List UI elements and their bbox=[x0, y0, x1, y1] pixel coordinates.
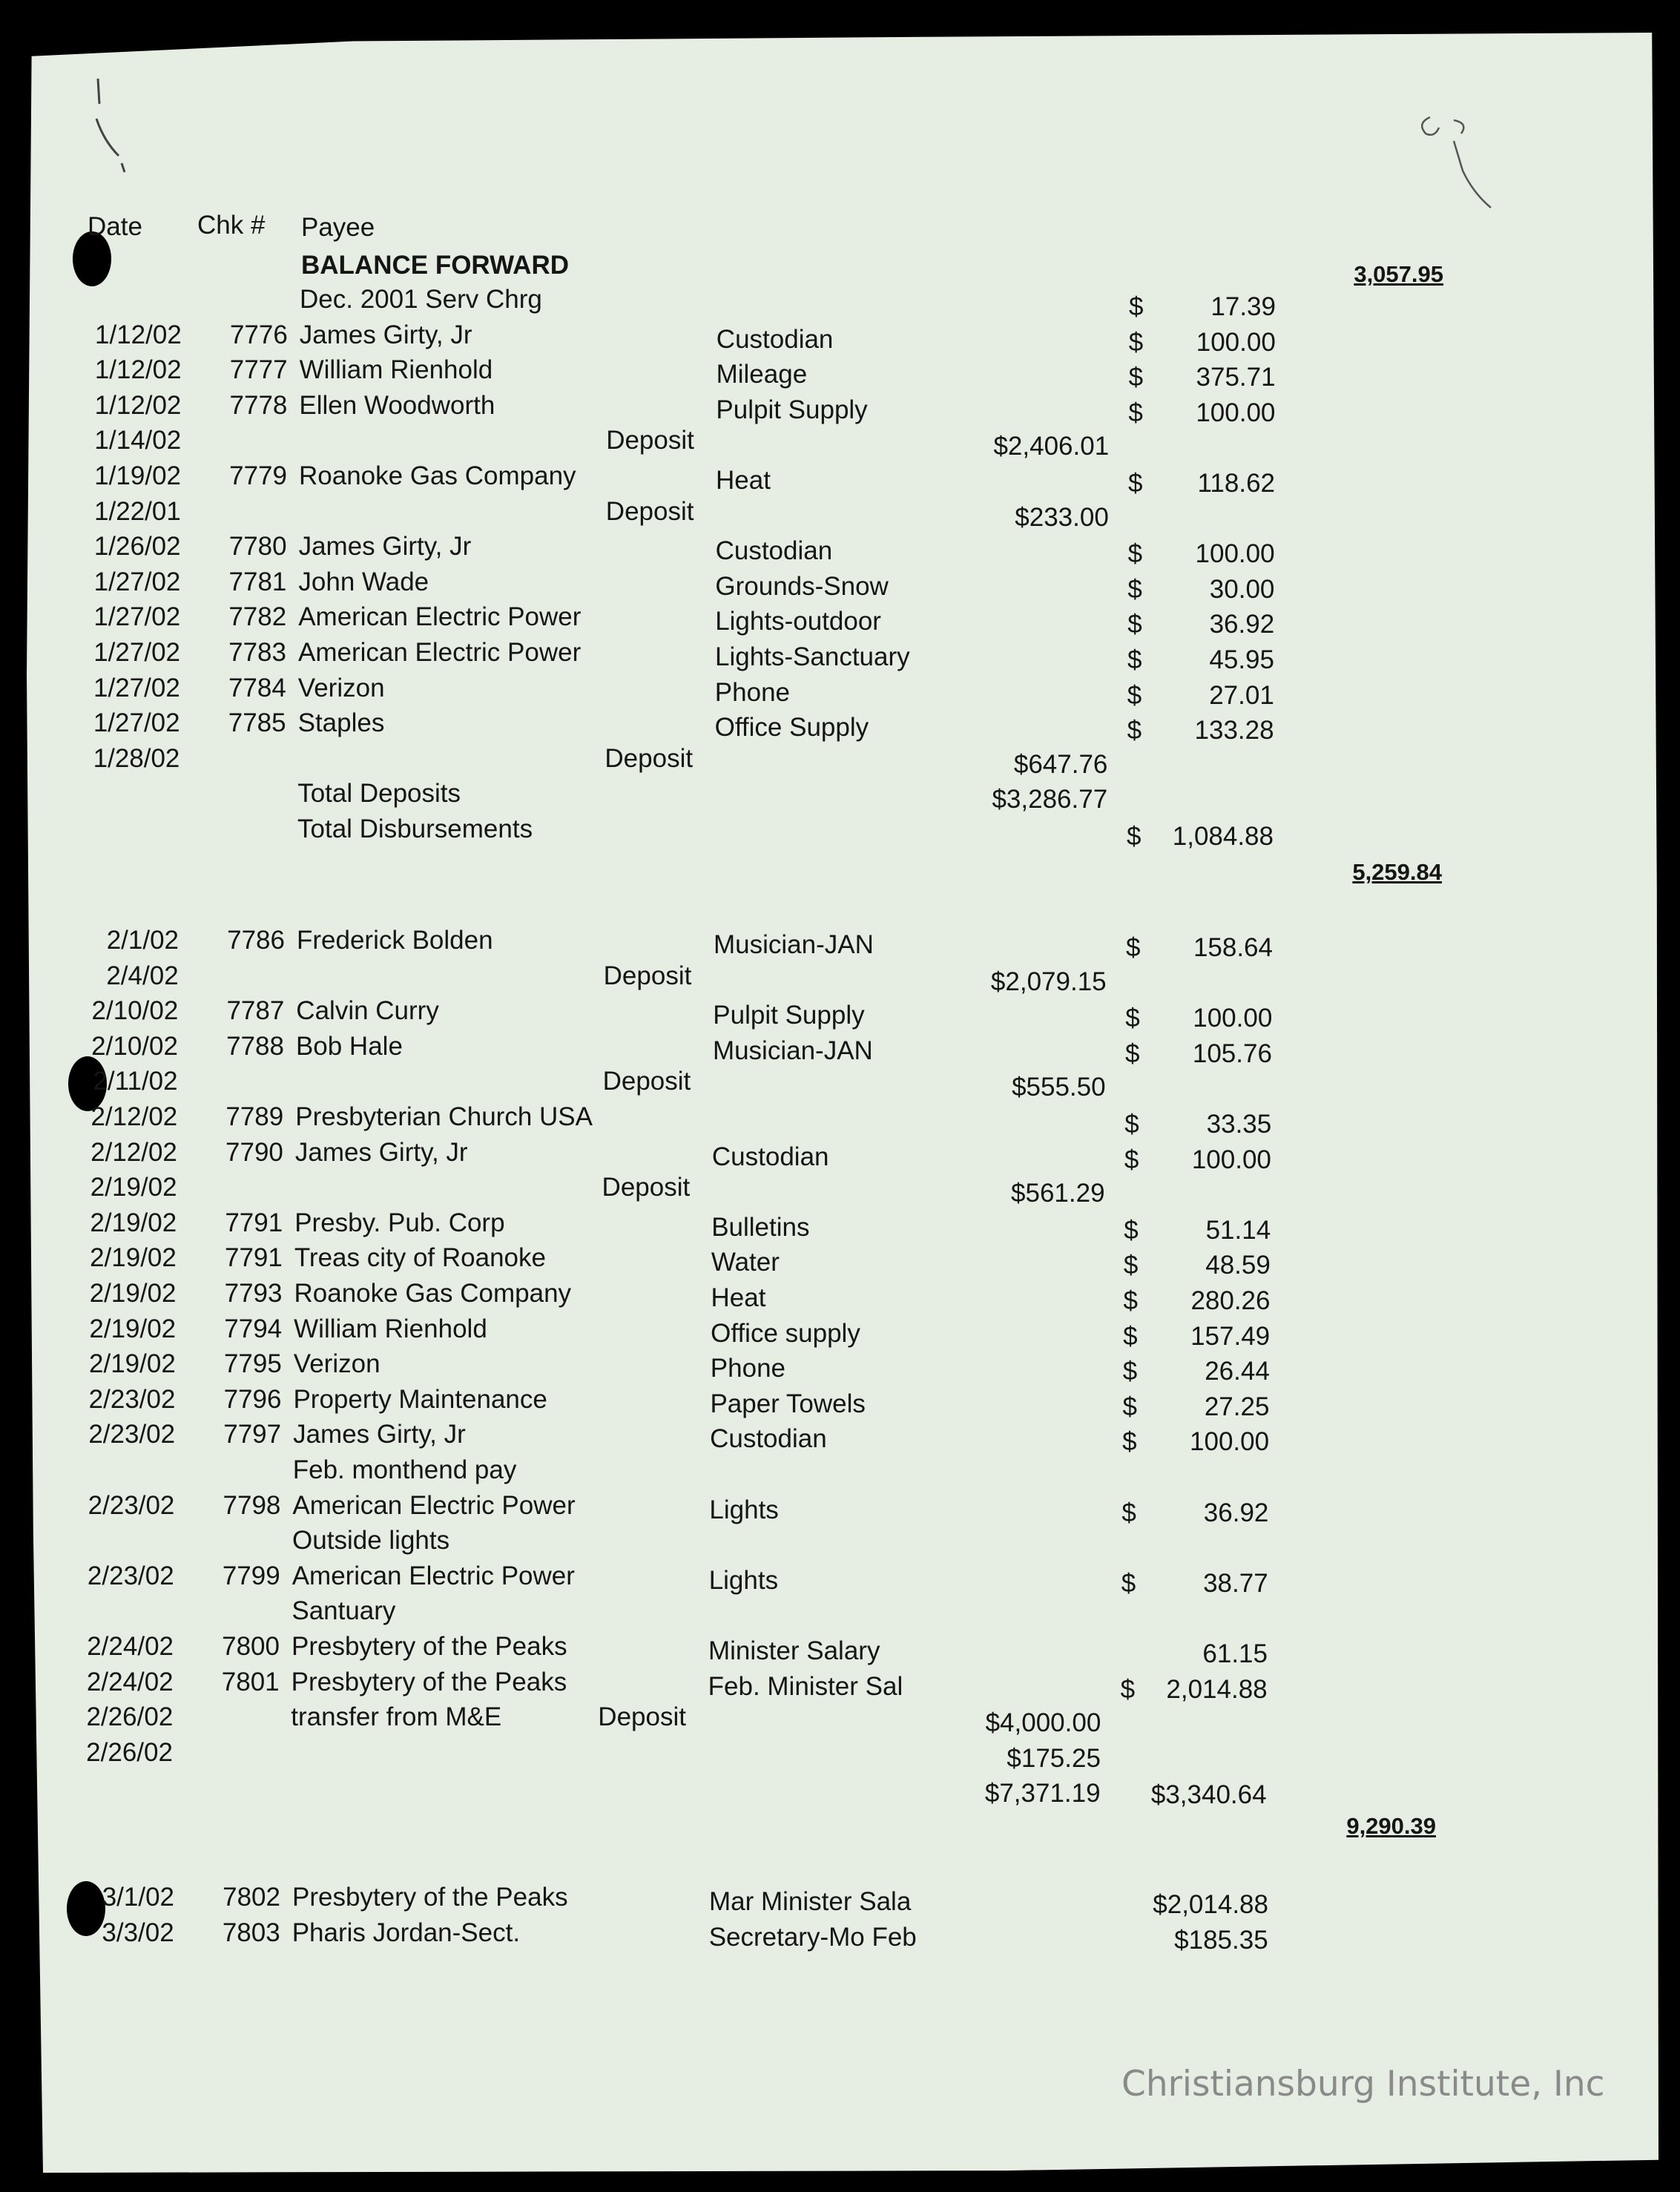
row-check-number: 7778 bbox=[229, 390, 288, 420]
row-category: Lights bbox=[708, 1565, 779, 1595]
row-date: 3/1/02 bbox=[102, 1883, 174, 1912]
row-check-number: 7788 bbox=[226, 1031, 284, 1061]
row-date: 1/12/02 bbox=[94, 390, 182, 420]
row-date: 2/1/02 bbox=[106, 926, 179, 955]
row-dollar-sign: $ bbox=[1128, 469, 1143, 498]
row-check-number: 7803 bbox=[222, 1918, 280, 1947]
row-date: 2/24/02 bbox=[86, 1667, 174, 1696]
row-category: Feb. Minister Sal bbox=[708, 1671, 903, 1701]
row-date: 2/23/02 bbox=[88, 1384, 176, 1414]
february-balance: 9,290.39 bbox=[1346, 1813, 1436, 1839]
row-payee: Pharis Jordan-Sect. bbox=[291, 1918, 521, 1947]
row-amount: 133.28 bbox=[1194, 716, 1274, 746]
row-payee: Outside lights bbox=[292, 1526, 450, 1556]
row-deposit-amount: $175.25 bbox=[1007, 1743, 1101, 1773]
row-payee: Presbytery of the Peaks bbox=[291, 1667, 567, 1696]
row-check-number: 7797 bbox=[223, 1420, 282, 1449]
row-payee: Property Maintenance bbox=[293, 1384, 547, 1414]
row-payee: Staples bbox=[297, 708, 385, 738]
row-date: 1/22/01 bbox=[94, 496, 181, 526]
row-check-number: 7793 bbox=[224, 1279, 283, 1308]
row-payee: James Girty, Jr bbox=[294, 1137, 468, 1167]
row-check-number: 7785 bbox=[228, 708, 286, 738]
row-check-number: 7780 bbox=[228, 532, 287, 562]
row-category: Pulpit Supply bbox=[716, 395, 868, 424]
row-payee: John Wade bbox=[298, 567, 429, 596]
row-amount: 36.92 bbox=[1203, 1498, 1269, 1527]
row-payee: Bob Hale bbox=[295, 1031, 403, 1061]
row-payee: Feb. monthend pay bbox=[292, 1455, 517, 1484]
row-date: 2/12/02 bbox=[90, 1102, 178, 1131]
row-date: 1/14/02 bbox=[94, 426, 182, 455]
row-dollar-sign: $ bbox=[1124, 1039, 1140, 1068]
row-date: 1/27/02 bbox=[93, 708, 180, 738]
row-amount: 158.64 bbox=[1193, 933, 1273, 962]
row-category: Phone bbox=[710, 1354, 786, 1383]
row-amount: 100.00 bbox=[1191, 1145, 1271, 1174]
row-amount: 17.39 bbox=[1210, 292, 1276, 321]
row-check-number: 7798 bbox=[223, 1490, 281, 1520]
balance-forward-label: BALANCE FORWARD bbox=[301, 251, 570, 280]
row-amount: 100.00 bbox=[1190, 1427, 1270, 1457]
row-dollar-sign: $ bbox=[1121, 1568, 1136, 1598]
row-amount: 100.00 bbox=[1196, 327, 1276, 357]
row-payee: Roanoke Gas Company bbox=[294, 1279, 572, 1308]
row-payee: Presby. Pub. Corp bbox=[294, 1208, 505, 1237]
row-amount: 51.14 bbox=[1205, 1215, 1271, 1245]
january-balance: 5,259.84 bbox=[1352, 859, 1442, 885]
row-date: 2/23/02 bbox=[87, 1561, 174, 1590]
row-payee: Santuary bbox=[291, 1596, 396, 1626]
row-category: Lights-Sanctuary bbox=[715, 642, 910, 671]
row-payee: Treas city of Roanoke bbox=[294, 1243, 546, 1273]
row-amount: 2,014.88 bbox=[1166, 1674, 1268, 1704]
watermark: Christiansburg Institute, Inc bbox=[1121, 2064, 1605, 2104]
row-dollar-sign: $ bbox=[1126, 933, 1141, 962]
row-check-number: 7791 bbox=[225, 1208, 283, 1237]
row-amount: 375.71 bbox=[1196, 363, 1276, 392]
row-dollar-sign: $ bbox=[1127, 680, 1142, 710]
row-date: 1/27/02 bbox=[93, 638, 180, 667]
row-payee: Verizon bbox=[293, 1349, 381, 1379]
row-check-number: 7777 bbox=[229, 355, 288, 385]
row-amount: 45.95 bbox=[1209, 645, 1274, 674]
row-payee: William Rienhold bbox=[299, 355, 493, 385]
row-date: 2/19/02 bbox=[90, 1243, 177, 1273]
row-date: 2/26/02 bbox=[86, 1737, 173, 1767]
row-deposit-amount: $7,371.19 bbox=[984, 1779, 1101, 1808]
row-dollar-sign: $ bbox=[1127, 645, 1142, 674]
row-dollar-sign: $ bbox=[1129, 292, 1144, 321]
row-date: 1/26/02 bbox=[93, 532, 181, 562]
row-category: Pulpit Supply bbox=[713, 1001, 865, 1030]
row-amount: 157.49 bbox=[1190, 1321, 1271, 1351]
row-check-number: 7787 bbox=[226, 996, 285, 1026]
row-payee: American Electric Power bbox=[291, 1561, 575, 1590]
column-header-payee: Payee bbox=[301, 213, 375, 242]
row-payee: James Girty, Jr bbox=[299, 320, 472, 349]
row-dollar-sign: $ bbox=[1127, 822, 1142, 851]
row-date: 1/19/02 bbox=[94, 461, 181, 490]
row-check-number: 7796 bbox=[223, 1384, 282, 1414]
row-deposit-amount: $555.50 bbox=[1012, 1073, 1106, 1102]
row-category: Secretary-Mo Feb bbox=[708, 1922, 917, 1952]
row-deposit-label: Deposit bbox=[598, 1702, 686, 1732]
row-payee: Roanoke Gas Company bbox=[299, 461, 576, 490]
pencil-mark-top-left bbox=[89, 74, 134, 182]
row-dollar-sign: $ bbox=[1123, 1251, 1139, 1280]
row-deposit-amount: $233.00 bbox=[1015, 502, 1109, 532]
row-amount: 1,084.88 bbox=[1172, 822, 1274, 851]
row-amount: $2,014.88 bbox=[1153, 1890, 1268, 1919]
row-payee: Ellen Woodworth bbox=[299, 390, 495, 420]
row-category: Grounds-Snow bbox=[715, 571, 889, 601]
row-amount: 100.00 bbox=[1196, 398, 1276, 427]
row-amount: 33.35 bbox=[1206, 1110, 1272, 1139]
column-header-date: Date bbox=[88, 212, 142, 241]
row-date: 3/3/02 bbox=[102, 1918, 174, 1947]
row-amount: 38.77 bbox=[1203, 1568, 1268, 1598]
row-date: 1/12/02 bbox=[95, 320, 182, 349]
row-date: 2/19/02 bbox=[89, 1279, 177, 1308]
row-category: Bulletins bbox=[711, 1212, 810, 1242]
row-dollar-sign: $ bbox=[1122, 1357, 1138, 1386]
row-date: 2/12/02 bbox=[90, 1137, 177, 1167]
row-category: Water bbox=[711, 1248, 780, 1277]
row-amount: 280.26 bbox=[1190, 1286, 1271, 1315]
row-category: Musician-JAN bbox=[714, 930, 874, 959]
row-dollar-sign: $ bbox=[1120, 1674, 1136, 1704]
row-amount: 105.76 bbox=[1192, 1039, 1272, 1068]
row-category: Paper Towels bbox=[710, 1389, 866, 1418]
row-check-number: 7781 bbox=[228, 567, 287, 596]
row-dollar-sign: $ bbox=[1124, 1215, 1139, 1245]
row-amount: $3,340.64 bbox=[1150, 1780, 1267, 1810]
row-category: Custodian bbox=[711, 1142, 829, 1171]
row-deposit-amount: $3,286.77 bbox=[992, 785, 1108, 814]
row-category: Mar Minister Sala bbox=[709, 1887, 912, 1916]
row-payee: Total Disbursements bbox=[297, 814, 533, 843]
row-payee: Presbyterian Church USA bbox=[295, 1102, 593, 1131]
row-check-number: 7790 bbox=[225, 1137, 283, 1167]
row-date: 2/23/02 bbox=[88, 1490, 175, 1520]
row-amount: 118.62 bbox=[1197, 469, 1275, 498]
row-check-number: 7789 bbox=[225, 1102, 284, 1131]
row-deposit-label: Deposit bbox=[605, 743, 694, 773]
row-deposit-label: Deposit bbox=[603, 961, 692, 990]
row-deposit-amount: $647.76 bbox=[1013, 749, 1108, 779]
row-date: 2/19/02 bbox=[90, 1173, 177, 1202]
row-deposit-amount: $4,000.00 bbox=[985, 1708, 1101, 1738]
row-category: Minister Salary bbox=[708, 1636, 880, 1665]
row-dollar-sign: $ bbox=[1123, 1286, 1138, 1315]
row-dollar-sign: $ bbox=[1127, 610, 1142, 639]
row-amount: 36.92 bbox=[1209, 610, 1275, 639]
row-date: 2/19/02 bbox=[89, 1349, 176, 1379]
row-category: Custodian bbox=[710, 1424, 827, 1454]
row-payee: American Electric Power bbox=[298, 602, 582, 632]
row-category: Custodian bbox=[716, 324, 834, 354]
row-date: 2/10/02 bbox=[91, 1031, 178, 1061]
row-deposit-amount: $2,079.15 bbox=[990, 967, 1107, 996]
row-dollar-sign: $ bbox=[1128, 398, 1143, 427]
row-payee: Presbytery of the Peaks bbox=[291, 1632, 567, 1661]
row-amount: 61.15 bbox=[1202, 1639, 1268, 1668]
row-check-number: 7795 bbox=[223, 1349, 282, 1379]
row-payee: James Girty, Jr bbox=[293, 1420, 466, 1449]
row-payee: American Electric Power bbox=[298, 638, 582, 667]
row-amount: 30.00 bbox=[1209, 574, 1275, 604]
row-deposit-label: Deposit bbox=[606, 426, 694, 455]
row-date: 2/24/02 bbox=[87, 1632, 174, 1661]
row-payee: Total Deposits bbox=[297, 779, 461, 809]
row-category: Office Supply bbox=[714, 713, 869, 743]
row-amount: 27.25 bbox=[1204, 1392, 1270, 1421]
row-dollar-sign: $ bbox=[1122, 1427, 1137, 1457]
row-date: 2/11/02 bbox=[93, 1067, 178, 1096]
row-amount: $185.35 bbox=[1174, 1925, 1268, 1955]
row-amount: 48.59 bbox=[1205, 1251, 1271, 1280]
row-dollar-sign: $ bbox=[1127, 539, 1143, 569]
row-deposit-label: Deposit bbox=[602, 1173, 691, 1202]
row-check-number: 7801 bbox=[221, 1667, 280, 1696]
row-date: 2/10/02 bbox=[91, 996, 179, 1026]
row-dollar-sign: $ bbox=[1128, 327, 1144, 357]
row-check-number: 7800 bbox=[222, 1632, 280, 1661]
row-dollar-sign: $ bbox=[1127, 574, 1142, 604]
row-check-number: 7782 bbox=[228, 602, 287, 632]
row-deposit-label: Deposit bbox=[602, 1067, 691, 1096]
row-amount: 100.00 bbox=[1193, 1004, 1273, 1033]
row-category: Heat bbox=[716, 466, 771, 495]
row-payee: American Electric Power bbox=[292, 1490, 576, 1520]
row-category: Mileage bbox=[716, 360, 808, 389]
row-date: 1/27/02 bbox=[93, 673, 180, 702]
row-date: 2/19/02 bbox=[89, 1314, 177, 1343]
row-category: Office supply bbox=[711, 1318, 860, 1348]
row-date: 2/23/02 bbox=[88, 1420, 176, 1449]
row-date: 1/27/02 bbox=[93, 567, 181, 596]
row-check-number: 7786 bbox=[227, 926, 285, 955]
row-check-number: 7784 bbox=[228, 673, 286, 702]
row-payee: James Girty, Jr bbox=[298, 532, 472, 562]
row-category: Musician-JAN bbox=[712, 1036, 873, 1065]
row-category: Heat bbox=[711, 1283, 766, 1312]
row-dollar-sign: $ bbox=[1124, 1110, 1139, 1139]
column-header-chk: Chk # bbox=[197, 211, 266, 240]
row-check-number: 7783 bbox=[228, 638, 286, 667]
row-dollar-sign: $ bbox=[1123, 1321, 1138, 1351]
row-category: Phone bbox=[714, 677, 791, 707]
row-check-number: 7776 bbox=[229, 320, 288, 349]
row-dollar-sign: $ bbox=[1121, 1498, 1136, 1527]
row-payee: Calvin Curry bbox=[296, 996, 439, 1026]
row-date: 1/12/02 bbox=[94, 355, 182, 385]
balance-forward-amount: 3,057.95 bbox=[1354, 261, 1443, 287]
pencil-mark-top-right bbox=[1409, 111, 1513, 249]
row-deposit-amount: $2,406.01 bbox=[993, 432, 1110, 461]
row-amount: 27.01 bbox=[1209, 680, 1274, 710]
row-dollar-sign: $ bbox=[1128, 363, 1144, 392]
row-amount: 26.44 bbox=[1205, 1357, 1270, 1386]
row-date: 1/27/02 bbox=[93, 602, 181, 632]
row-payee: William Rienhold bbox=[294, 1314, 487, 1343]
row-category: Lights-outdoor bbox=[715, 607, 881, 636]
row-payee: Presbytery of the Peaks bbox=[292, 1883, 568, 1912]
row-check-number: 7794 bbox=[224, 1314, 283, 1343]
row-check-number: 7791 bbox=[224, 1243, 283, 1273]
row-payee: Verizon bbox=[297, 673, 385, 702]
row-check-number: 7779 bbox=[229, 461, 287, 490]
row-dollar-sign: $ bbox=[1125, 1004, 1140, 1033]
row-check-number: 7802 bbox=[223, 1883, 280, 1912]
row-dollar-sign: $ bbox=[1127, 716, 1142, 746]
row-date: 2/4/02 bbox=[106, 961, 179, 990]
row-date: 1/28/02 bbox=[93, 743, 180, 773]
row-category: Custodian bbox=[715, 536, 833, 566]
row-date: 2/19/02 bbox=[90, 1208, 177, 1237]
row-date: 2/26/02 bbox=[86, 1702, 174, 1732]
row-dollar-sign: $ bbox=[1122, 1392, 1137, 1421]
row-payee: Frederick Bolden bbox=[297, 926, 493, 955]
row-payee: Dec. 2001 Serv Chrg bbox=[300, 285, 542, 314]
row-deposit-amount: $561.29 bbox=[1011, 1179, 1105, 1208]
row-amount: 100.00 bbox=[1195, 539, 1275, 569]
row-category: Lights bbox=[709, 1495, 779, 1524]
row-dollar-sign: $ bbox=[1124, 1145, 1139, 1174]
row-deposit-label: Deposit bbox=[605, 496, 694, 526]
row-check-number: 7799 bbox=[222, 1561, 280, 1590]
row-payee: transfer from M&E bbox=[291, 1702, 502, 1732]
